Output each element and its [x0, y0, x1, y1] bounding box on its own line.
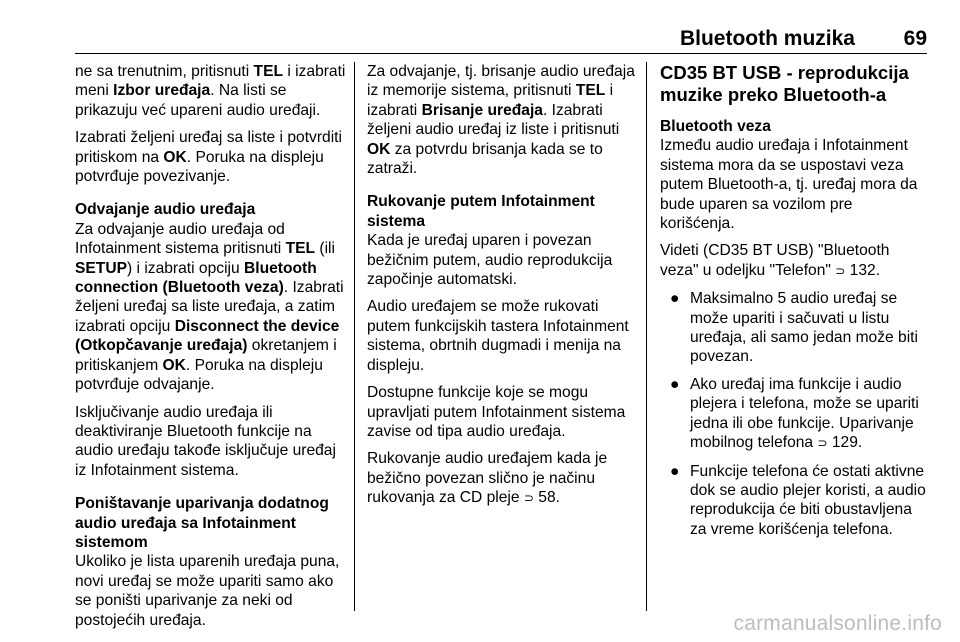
column-1 [75, 62, 347, 638]
watermark: carmanualsonline.info [733, 612, 942, 635]
paragraph: Audio uređajem se može rukovati putem funkcijskih tastera Infotainment sistema, obrtnih dugmadi i menija na displeju. [367, 298, 629, 374]
list-item: ● Maksimalno 5 audio uređaj se može upariti i sačuvati u listu uređaja, ali samo jedan može biti povezan. [670, 290, 918, 366]
section-heading: Rukovanje putem Infotainment sistema [367, 193, 595, 230]
page-ref-icon: ⊃ [835, 263, 846, 278]
page-ref[interactable]: 132 [849, 261, 876, 279]
column-divider [646, 62, 647, 611]
column-2 [367, 62, 637, 517]
paragraph: Između audio uređaja i Infotainment sistema mora da se uspostavi veza putem Bluetooth-a, tj. uređaj mora da bude uparen sa vozilom pre korišćenja. [660, 137, 918, 233]
section-heading: Bluetooth veza [660, 118, 771, 135]
list-item: ● Funkcije telefona će ostati aktivne dok se audio plejer koristi, a audio reprodukcija će biti obustavljena za vreme korišćenja telefona. [670, 462, 926, 538]
column-3 [660, 62, 928, 547]
header-rule [75, 53, 927, 54]
page-number: 69 [903, 27, 927, 50]
paragraph: Kada je uređaj uparen i povezan bežičnim putem, audio reprodukcija započinje automatski. [367, 232, 613, 289]
paragraph: ne sa trenutnim, pritisnuti TEL i izabrati meni Izbor uređaja. Na listi se prikazuju već upareni audio uređaji. [75, 63, 346, 119]
column-divider [354, 62, 355, 611]
list-item: ● Ako uređaj ima funkcije i audio plejera i telefona, može se upariti jedna ili obe funkcije. Uparivanje mobilnog telefona ⊃ 129. [670, 375, 919, 452]
paragraph: Za odvajanje, tj. brisanje audio uređaja iz memorije sistema, pritisnuti TEL i izabrati Brisanje uređaja. Izabrati željeni audio uređaj iz liste i pritisnuti OK za potvrdu brisanja kada se to zatraži. [367, 63, 635, 178]
paragraph: Dostupne funkcije koje se mogu upravljati putem Infotainment sistema zavise od tipa audio uređaja. [367, 384, 626, 440]
page-ref[interactable]: 129 [831, 434, 858, 452]
paragraph: Rukovanje audio uređajem kada je bežično povezan slično je načinu rukovanja za CD pleje ⊃ 58. [367, 450, 608, 507]
page-ref[interactable]: 58 [538, 489, 556, 507]
page-ref-icon: ⊃ [523, 491, 534, 506]
paragraph: Za odvajanje audio uređaja od Infotainment sistema pritisnuti TEL (ili SETUP) i izabrati opciju Bluetooth connection (Bluetooth veza). Izabrati željeni uređaj sa liste uređaja, a zatim izabrati opciju Disconnect the device (Otkopčavanje uređaja) okretanjem i pritiskanjem OK. Poruka na displeju potvrđuje odvajanje. [75, 220, 344, 394]
paragraph: Izabrati željeni uređaj sa liste i potvrditi pritiskom na OK. Poruka na displeju potvrđuje povezivanje. [75, 129, 342, 186]
section-heading: Poništavanje uparivanja dodatnog audio uređaja sa Infotainment sistemom [75, 495, 329, 551]
paragraph: Ukoliko je lista uparenih uređaja puna, novi uređaj se može upariti samo ako se poništi uparivanje za neki od postojećih uređaja. [75, 553, 340, 629]
bullet-icon: ● [670, 290, 680, 308]
page-ref-icon: ⊃ [817, 436, 828, 451]
header-title: Bluetooth muzika [679, 27, 855, 50]
paragraph: Videti (CD35 BT USB) "Bluetooth veza" u odeljku "Telefon" ⊃ 132. [660, 242, 890, 279]
bullet-icon: ● [670, 462, 680, 480]
bullet-list [660, 289, 928, 539]
paragraph: Isključivanje audio uređaja ili deaktiviranje Bluetooth funkcije na audio uređaju takođe isključuje uređaj iz Infotainment sistema. [75, 403, 336, 479]
chapter-heading: CD35 BT USB - reprodukcija muzike preko Bluetooth-a [660, 62, 909, 105]
page-header [75, 26, 927, 56]
section-heading: Odvajanje audio uređaja [75, 201, 256, 219]
bullet-icon: ● [670, 375, 680, 393]
